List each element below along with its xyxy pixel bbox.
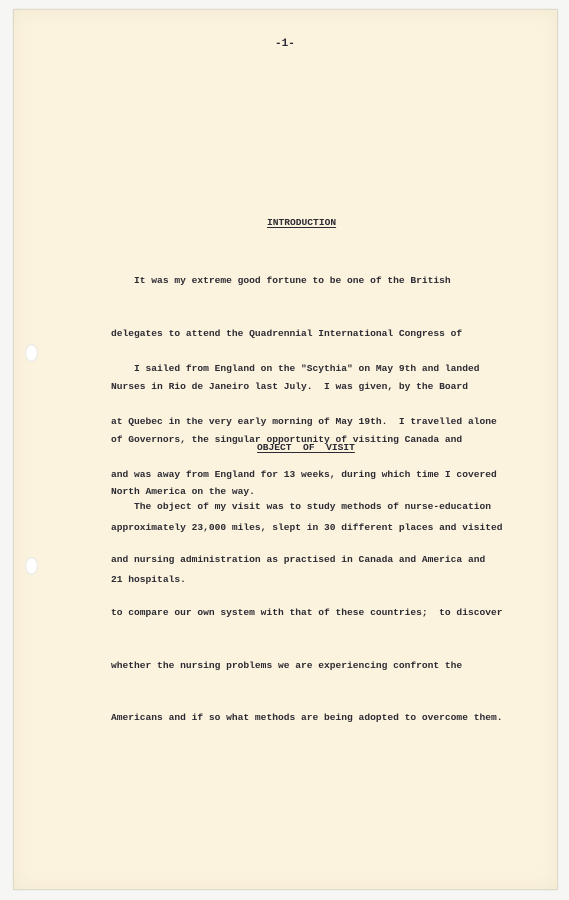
text-line: It was my extreme good fortune to be one of the British — [111, 275, 451, 287]
text-line: delegates to attend the Quadrennial International Congress of — [111, 327, 463, 339]
section-heading-object-of-visit: OBJECT OF VISIT — [257, 442, 355, 453]
page-number: -1- — [275, 38, 295, 50]
text-line: to compare our own system with that of these countries; to discover — [111, 606, 503, 618]
punch-hole-top — [25, 344, 38, 362]
paragraph-object-of-visit — [111, 463, 503, 745]
text-line: Nurses in Rio de Janeiro last July. I was given, by the Board — [111, 380, 468, 392]
text-line: Americans and if so what methods are being adopted to overcome them. — [111, 712, 503, 724]
text-line: North America on the way. — [111, 486, 255, 498]
text-line: and nursing administration as practised in Canada and America and — [111, 553, 486, 565]
text-line: I sailed from England on the "Scythia" on May 9th and landed — [111, 363, 480, 375]
text-line: at Quebec in the very early morning of May 19th. I travelled alone — [111, 415, 497, 427]
punch-hole-bottom — [25, 557, 38, 575]
text-line: The object of my visit was to study methods of nurse-education — [111, 501, 491, 513]
text-line: of Governors, the singular opportunity of visiting Canada and — [111, 433, 463, 445]
text-line: approximately 23,000 miles, slept in 30 different places and visited — [111, 521, 503, 533]
section-heading-introduction: INTRODUCTION — [267, 217, 337, 228]
text-line: and was away from England for 13 weeks, during which time I covered — [111, 468, 497, 480]
text-line: whether the nursing problems we are experiencing confront the — [111, 659, 463, 671]
text-line: 21 hospitals. — [111, 574, 186, 586]
